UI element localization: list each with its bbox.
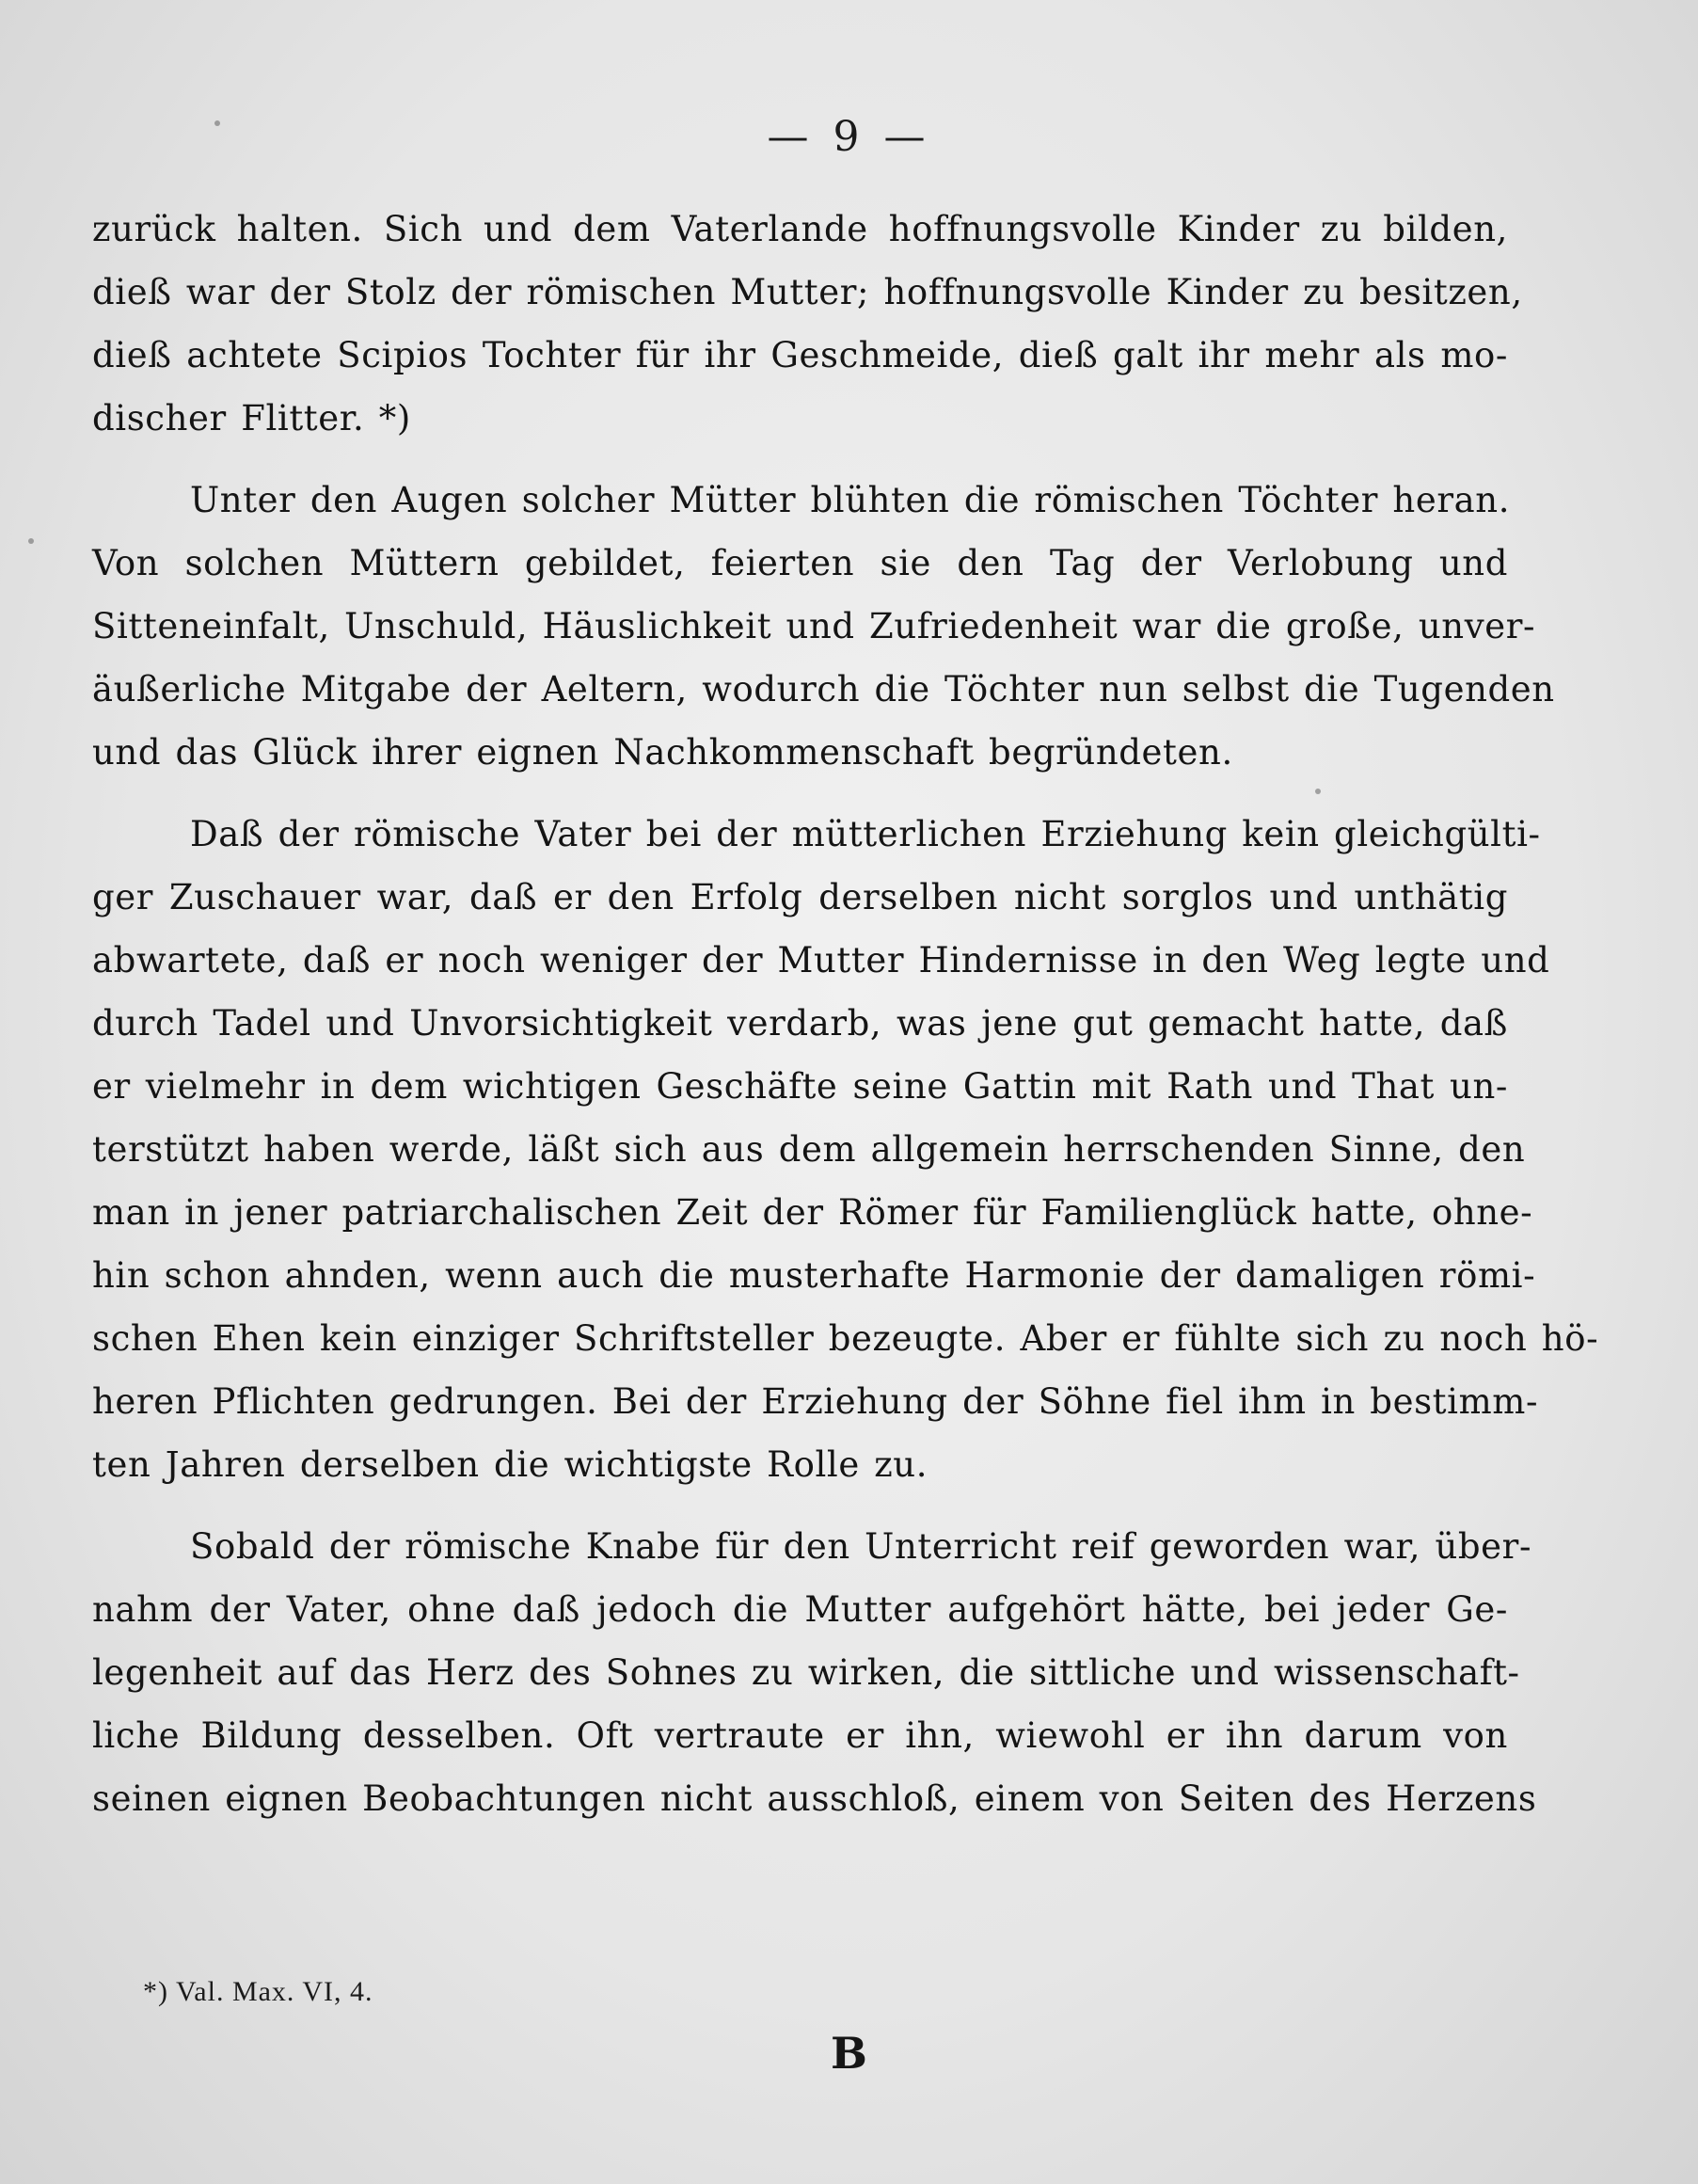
text-line: ger Zuschauer war, daß er den Erfolg derselben nicht sorglos und unthätig bbox=[92, 877, 1508, 917]
paragraph-1 bbox=[92, 198, 1523, 450]
text-line: seinen eignen Beobachtungen nicht ausschloß, einem von Seiten des Herzens bbox=[92, 1778, 1537, 1819]
text-line: nahm der Vater, ohne daß jedoch die Mutter aufgehört hätte, bei jeder Ge- bbox=[92, 1589, 1508, 1630]
text-line: Daß der römische Vater bei der mütterlichen Erziehung kein gleichgülti- bbox=[190, 814, 1541, 854]
text-line: abwartete, daß er noch weniger der Mutter Hindernisse in den Weg legte und bbox=[92, 940, 1550, 980]
page-number: — 9 — bbox=[767, 113, 931, 161]
text-line: schen Ehen kein einziger Schriftsteller bezeugte. Aber er fühlte sich zu noch hö- bbox=[92, 1318, 1599, 1359]
print-speck bbox=[214, 120, 220, 126]
paragraph-3 bbox=[92, 803, 1599, 1496]
paragraph-2 bbox=[92, 469, 1555, 784]
text-line: Sitteneinfalt, Unschuld, Häuslichkeit und Zufriedenheit war die große, unver- bbox=[92, 606, 1536, 646]
text-line: hin schon ahnden, wenn auch die musterhafte Harmonie der damaligen römi- bbox=[92, 1255, 1536, 1296]
print-speck bbox=[28, 538, 34, 544]
text-line: er vielmehr in dem wichtigen Geschäfte seine Gattin mit Rath und That un- bbox=[92, 1066, 1508, 1107]
text-line: Unter den Augen solcher Mütter blühten die römischen Töchter heran. bbox=[190, 480, 1511, 520]
text-line: Sobald der römische Knabe für den Unterricht reif geworden war, über- bbox=[190, 1526, 1532, 1567]
text-line: dieß war der Stolz der römischen Mutter; hoffnungsvolle Kinder zu besitzen, bbox=[92, 272, 1523, 312]
body-text bbox=[92, 198, 1599, 1849]
text-line: liche Bildung desselben. Oft vertraute er ihn, wiewohl er ihn darum von bbox=[92, 1715, 1508, 1756]
text-line: durch Tadel und Unvorsichtigkeit verdarb, was jene gut gemacht hatte, daß bbox=[92, 1003, 1508, 1044]
footnote: *) Val. Max. VI, 4. bbox=[143, 1976, 373, 2007]
text-line: terstützt haben werde, läßt sich aus dem allgemein herrschenden Sinne, den bbox=[92, 1129, 1526, 1170]
print-speck bbox=[1315, 789, 1321, 794]
text-line: legenheit auf das Herz des Sohnes zu wirken, die sittliche und wissenschaft- bbox=[92, 1652, 1520, 1693]
text-line: äußerliche Mitgabe der Aeltern, wodurch die Töchter nun selbst die Tugenden bbox=[92, 669, 1555, 709]
paragraph-4 bbox=[92, 1515, 1537, 1830]
text-line: ten Jahren derselben die wichtigste Rolle zu. bbox=[92, 1444, 928, 1485]
text-line: man in jener patriarchalischen Zeit der Römer für Familienglück hatte, ohne- bbox=[92, 1192, 1533, 1233]
text-line: discher Flitter. *) bbox=[92, 398, 411, 438]
text-line: zurück halten. Sich und dem Vaterlande hoffnungsvolle Kinder zu bilden, bbox=[92, 209, 1508, 249]
text-line: heren Pflichten gedrungen. Bei der Erziehung der Söhne fiel ihm in bestimm- bbox=[92, 1381, 1539, 1422]
signature-mark: B bbox=[831, 2028, 867, 2079]
text-line: Von solchen Müttern gebildet, feierten sie den Tag der Verlobung und bbox=[92, 543, 1508, 583]
text-line: dieß achtete Scipios Tochter für ihr Geschmeide, dieß galt ihr mehr als mo- bbox=[92, 335, 1508, 375]
text-line: und das Glück ihrer eignen Nachkommenschaft begründeten. bbox=[92, 732, 1233, 773]
